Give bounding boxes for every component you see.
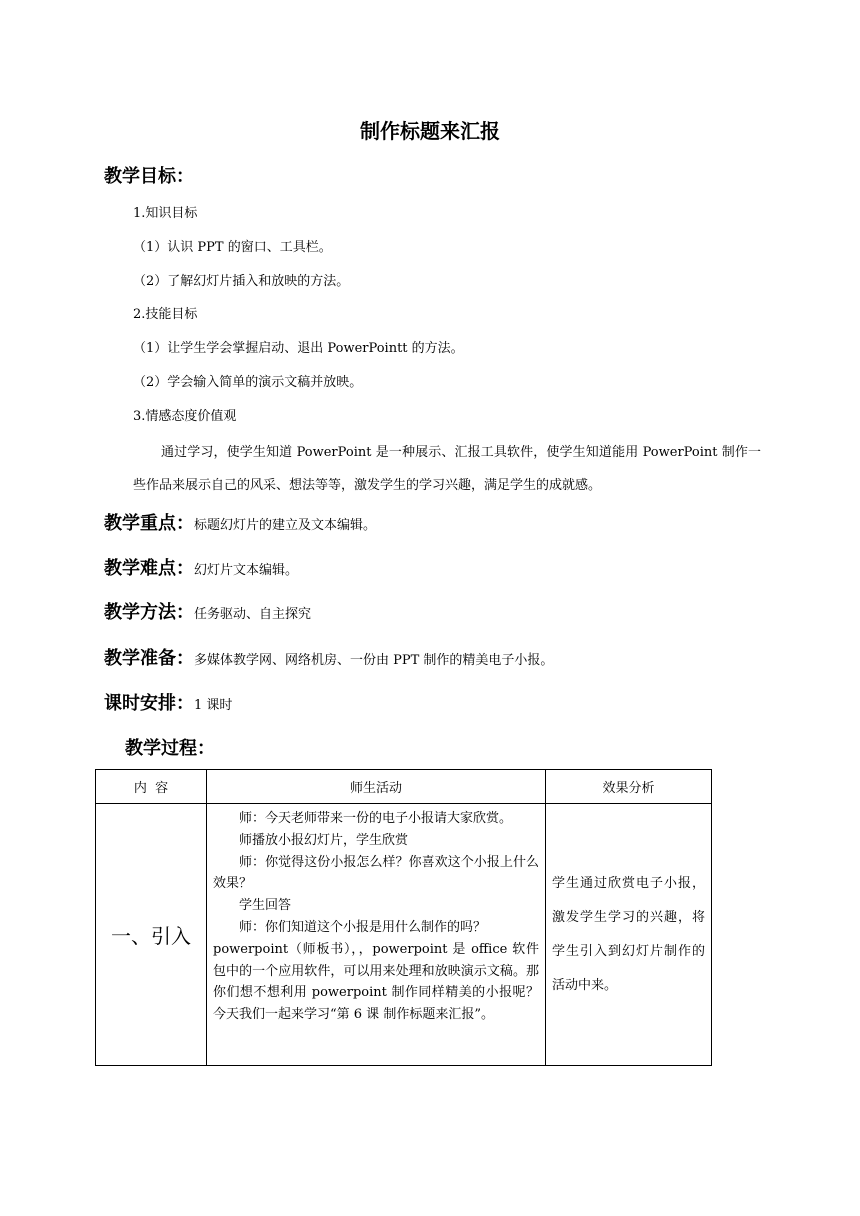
emotion-goal-text: 通过学习，使学生知道 PowerPoint 是一种展示、汇报工具软件，使学生知道能用 PowerPoint 制作一些作品来展示自己的风采、想法等等，激发学生的学习兴趣，满足学生的成就感。 [133,445,761,493]
table-header-row [96,770,712,804]
knowledge-goal-item: （2）了解幻灯片插入和放映的方法。 [133,274,350,289]
objectives-heading: 教学目标： [104,166,194,187]
column-header-activities: 师生活动 [207,770,546,804]
schedule-row [104,689,232,715]
activity-line: powerpoint（师板书），，powerpoint 是 office 软件包中的一个应用软件，可以用来处理和放映演示文稿。那你们想不想利用 powerpoint 制作同样精美的小报呢？今天我们一起来学习“第 6 课 制作标题来汇报”。 [213,941,539,1023]
key-point-label: 教学重点： [104,513,194,534]
effect-cell: 学生通过欣赏电子小报，激发学生学习的兴趣，将学生引入到幻灯片制作的活动中来。 [546,804,712,1066]
preparation-row [104,644,553,670]
schedule-label: 课时安排： [104,693,194,714]
preparation-label: 教学准备： [104,648,194,669]
activity-line: 师：你觉得这份小报怎么样？你喜欢这个小报上什么效果？ [213,854,539,892]
method-text: 任务驱动、自主探究 [194,607,312,622]
key-point-text: 标题幻灯片的建立及文本编辑。 [194,518,377,533]
knowledge-goal-item: （1）认识 PPT 的窗口、工具栏。 [133,240,332,255]
difficulty-text: 幻灯片文本编辑。 [194,563,299,578]
process-heading: 教学过程： [125,738,215,759]
method-label: 教学方法： [104,602,194,623]
page-title: 制作标题来汇报 [360,119,500,143]
teaching-process-table [95,769,712,1066]
method-row [104,598,311,624]
difficulty-label: 教学难点： [104,558,194,579]
activities-cell [207,804,546,1066]
activity-line: 学生回答 [239,898,292,914]
skill-goal-label: 2.技能目标 [133,307,198,322]
knowledge-goal-label: 1.知识目标 [133,206,198,221]
activity-line: 师：今天老师带来一份的电子小报请大家欣赏。 [239,811,513,826]
preparation-text: 多媒体教学网、网络机房、一份由 PPT 制作的精美电子小报。 [194,653,554,668]
schedule-text: 1 课时 [194,698,233,713]
emotion-goal-label: 3.情感态度价值观 [133,409,237,424]
key-point-row [104,509,376,535]
table-row [96,804,712,1066]
activity-line: 师：你们知道这个小报是用什么制作的吗？ [239,919,487,935]
stage-cell: 一、引入 [96,804,207,1066]
activity-line: 师播放小报幻灯片，学生欣赏 [239,832,409,848]
column-header-content: 内 容 [96,770,207,804]
column-header-effect: 效果分析 [546,770,712,804]
difficulty-row [104,554,298,580]
skill-goal-item: （2）学会输入简单的演示文稿并放映。 [133,375,363,390]
skill-goal-item: （1）让学生学会掌握启动、退出 PowerPointt 的方法。 [133,341,464,356]
